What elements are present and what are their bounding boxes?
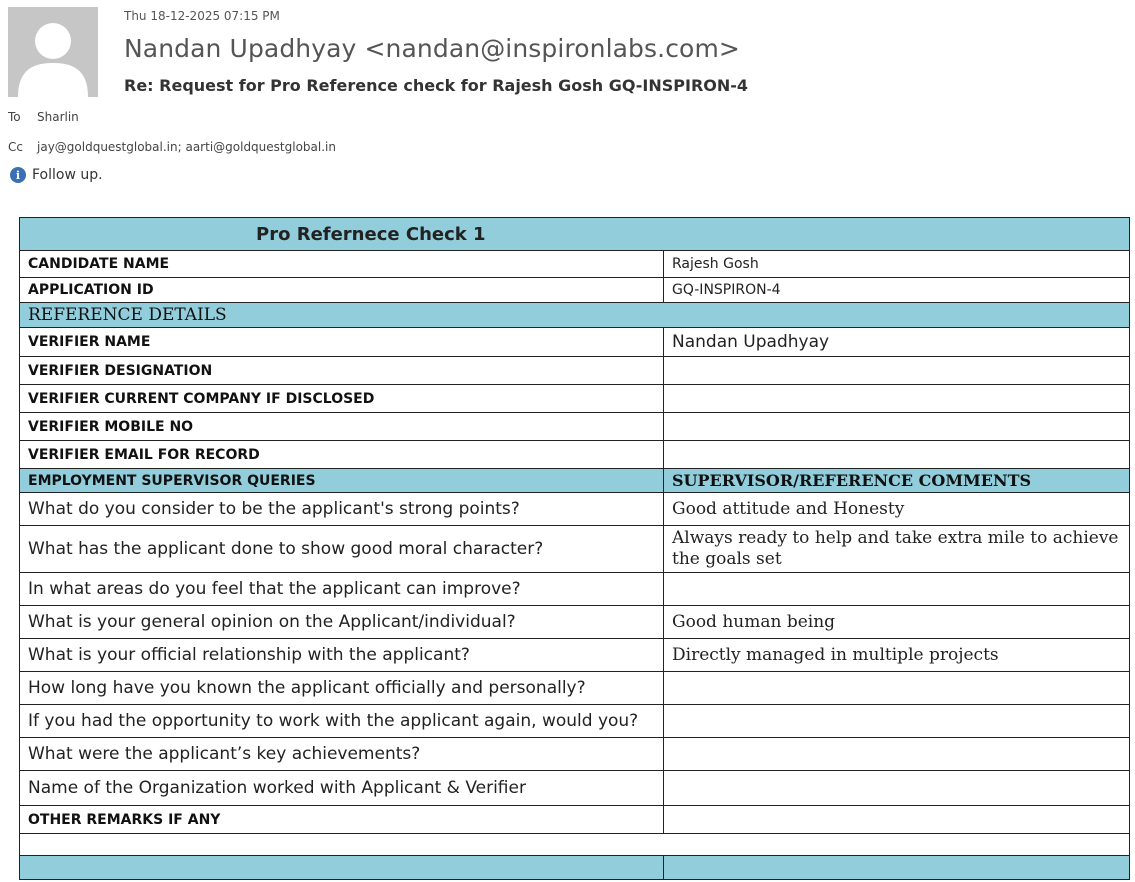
candidate-name-value: Rajesh Gosh (664, 251, 1130, 278)
verifier-row (20, 328, 1130, 357)
email-subject: Re: Request for Pro Reference check for Rajesh Gosh GQ-INSPIRON-4 (124, 76, 749, 95)
blank-cell (20, 834, 1130, 856)
answer-text: Always ready to help and take extra mile to achieve the goals set (664, 526, 1130, 573)
verifier-field-value (664, 357, 1130, 385)
verifier-field-label: VERIFIER NAME (20, 328, 664, 357)
question-row (20, 526, 1130, 573)
followup-flag (10, 167, 103, 183)
blank-row (20, 834, 1130, 856)
application-id-row (20, 278, 1130, 303)
form-title-row (20, 218, 1130, 251)
info-icon: i (10, 167, 26, 183)
to-label: To (8, 110, 21, 124)
form-title: Pro Refernece Check 1 (20, 218, 1130, 251)
verifier-field-label: VERIFIER EMAIL FOR RECORD (20, 441, 664, 469)
question-text: What is your general opinion on the Applicant/individual? (20, 606, 664, 639)
question-text: Name of the Organization worked with Applicant & Verifier (20, 771, 664, 806)
email-date: Thu 18-12-2025 07:15 PM (124, 9, 280, 23)
question-text: How long have you known the applicant officially and personally? (20, 672, 664, 705)
cc-label: Cc (8, 140, 23, 154)
followup-text: Follow up. (32, 167, 103, 183)
verifier-field-label: VERIFIER CURRENT COMPANY IF DISCLOSED (20, 385, 664, 413)
answer-text (664, 738, 1130, 771)
other-remarks-label: OTHER REMARKS IF ANY (20, 806, 664, 834)
other-remarks-row (20, 806, 1130, 834)
verifier-field-value: Nandan Upadhyay (664, 328, 1130, 357)
question-row (20, 606, 1130, 639)
verifier-field-label: VERIFIER MOBILE NO (20, 413, 664, 441)
question-text: If you had the opportunity to work with the applicant again, would you? (20, 705, 664, 738)
answer-text: Directly managed in multiple projects (664, 639, 1130, 672)
other-remarks-value (664, 806, 1130, 834)
comments-header: SUPERVISOR/REFERENCE COMMENTS (664, 469, 1130, 493)
question-text: What were the applicant’s key achievements? (20, 738, 664, 771)
question-text: In what areas do you feel that the applicant can improve? (20, 573, 664, 606)
verifier-row (20, 441, 1130, 469)
question-text: What do you consider to be the applicant's strong points? (20, 493, 664, 526)
person-icon (8, 7, 98, 97)
verifier-field-value (664, 385, 1130, 413)
email-sender[interactable]: Nandan Upadhyay <nandan@inspironlabs.com> (124, 34, 740, 63)
answer-text (664, 672, 1130, 705)
question-row (20, 672, 1130, 705)
question-text: What has the applicant done to show good moral character? (20, 526, 664, 573)
application-id-label: APPLICATION ID (20, 278, 664, 303)
sender-avatar (8, 7, 98, 97)
answer-text (664, 771, 1130, 806)
question-row (20, 639, 1130, 672)
verifier-field-label: VERIFIER DESIGNATION (20, 357, 664, 385)
reference-details-row (20, 303, 1130, 328)
answer-text: Good human being (664, 606, 1130, 639)
candidate-name-label: CANDIDATE NAME (20, 251, 664, 278)
verifier-row (20, 357, 1130, 385)
answer-text: Good attitude and Honesty (664, 493, 1130, 526)
question-row (20, 738, 1130, 771)
verifier-row (20, 385, 1130, 413)
footer-header-right (664, 856, 1130, 880)
verifier-field-value (664, 441, 1130, 469)
cc-recipients[interactable]: jay@goldquestglobal.in; aarti@goldquestglobal.in (37, 140, 336, 154)
verifier-field-value (664, 413, 1130, 441)
queries-header-row (20, 469, 1130, 493)
question-row (20, 573, 1130, 606)
reference-details-header: REFERENCE DETAILS (20, 303, 1130, 328)
question-row (20, 493, 1130, 526)
question-text: What is your official relationship with the applicant? (20, 639, 664, 672)
answer-text (664, 705, 1130, 738)
footer-header-left (20, 856, 664, 880)
reference-check-table (19, 217, 1130, 880)
candidate-name-row (20, 251, 1130, 278)
footer-header-row (20, 856, 1130, 880)
question-row (20, 705, 1130, 738)
queries-header: EMPLOYMENT SUPERVISOR QUERIES (20, 469, 664, 493)
verifier-row (20, 413, 1130, 441)
application-id-value: GQ-INSPIRON-4 (664, 278, 1130, 303)
answer-text (664, 573, 1130, 606)
to-recipient[interactable]: Sharlin (37, 110, 79, 124)
question-row (20, 771, 1130, 806)
